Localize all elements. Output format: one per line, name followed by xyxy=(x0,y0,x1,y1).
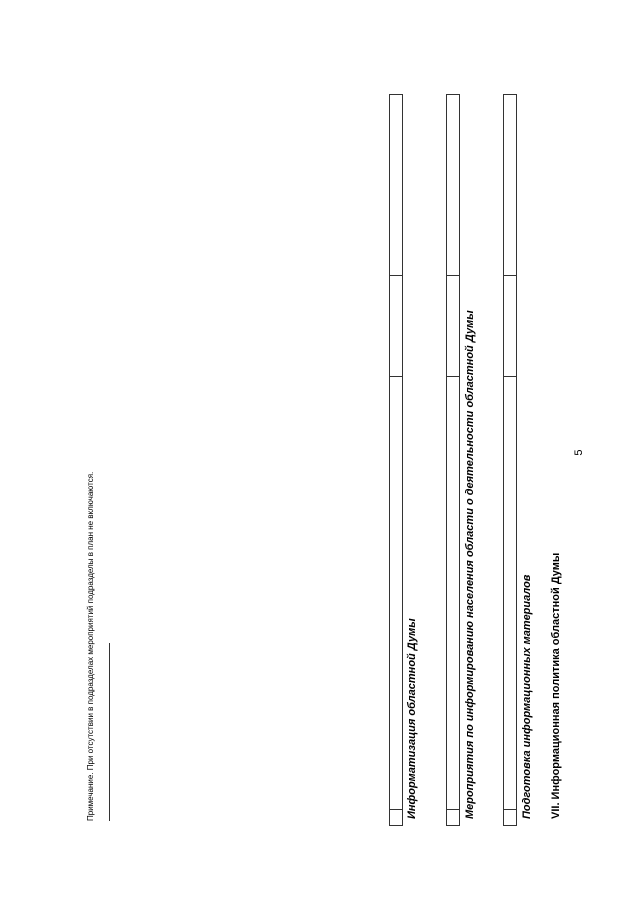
table-cell xyxy=(504,810,517,826)
table-row xyxy=(390,95,403,826)
table-cell xyxy=(390,377,403,810)
table-cell xyxy=(390,810,403,826)
footnote: Примечание. При отсутствии в подразделах мероприятий подразделы в план не включаются. xyxy=(86,471,95,821)
public-info-table xyxy=(446,94,460,826)
table-cell xyxy=(504,95,517,276)
table-cell xyxy=(447,810,460,826)
table-cell xyxy=(447,377,460,810)
section-title: VII. Информационная политика областной Думы xyxy=(550,552,562,819)
page-number: 5 xyxy=(573,449,585,456)
table-cell xyxy=(504,276,517,377)
subsection-heading-public-info: Мероприятия по информированию населения области о деятельности областной Думы xyxy=(464,310,476,819)
table-row xyxy=(504,95,517,826)
subsection-heading-materials: Подготовка информационных материалов xyxy=(521,574,533,819)
footnote-divider xyxy=(109,643,110,821)
subsection-heading-informatization: Информатизация областной Думы xyxy=(406,618,418,819)
table-cell xyxy=(447,95,460,276)
table-cell xyxy=(390,276,403,377)
table-row xyxy=(447,95,460,826)
table-cell xyxy=(504,377,517,810)
table-cell xyxy=(390,95,403,276)
informatization-table xyxy=(389,94,403,826)
materials-table xyxy=(503,94,517,826)
table-cell xyxy=(447,276,460,377)
